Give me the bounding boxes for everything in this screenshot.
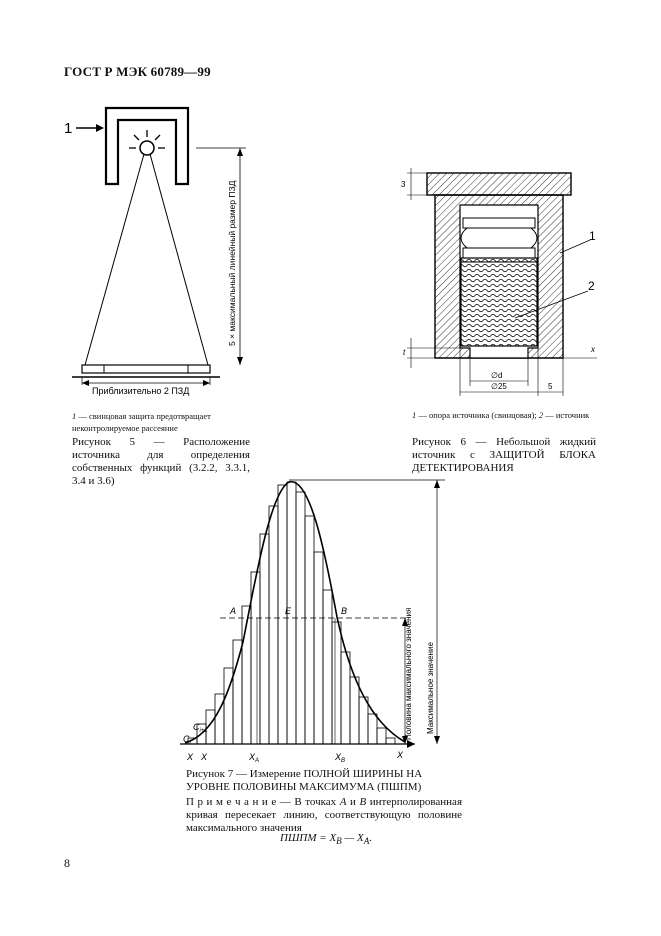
fig7-note-prefix: П р и м е ч а н и е — В точках bbox=[186, 796, 340, 808]
fig7-sub-B: B bbox=[341, 758, 346, 764]
fig7-note-B: B bbox=[359, 796, 367, 808]
fig6-dim-3: 3 bbox=[401, 180, 406, 189]
fig5-legend bbox=[72, 410, 248, 434]
fig6-legend-1-num: 1 bbox=[412, 410, 417, 420]
fig7-note bbox=[186, 796, 462, 835]
fig7-label-X: X bbox=[397, 750, 404, 760]
fig7-label-Ci: C bbox=[183, 734, 190, 744]
fig7-note-rest: интерполированная кривая пересекает линию, соответствующую половине максимального значения bbox=[186, 796, 462, 834]
fig7-formula-b: B bbox=[336, 836, 342, 847]
fig7-max-label: Максимальное значение bbox=[426, 642, 435, 734]
fig5-caption: Рисунок 5 — Расположение источника для определения собственных функций (3.2.2, 3.3.1, 3.4 и 3.6) bbox=[72, 436, 250, 487]
fig7-note-A: A bbox=[339, 796, 347, 808]
fig5-vertical-label: 5 × максимальный линейный размер ПЗД bbox=[227, 180, 237, 346]
fig7-sub-i1: i+1 bbox=[199, 728, 208, 734]
page-header: ГОСТ Р МЭК 60789—99 bbox=[64, 64, 211, 79]
fig7-formula bbox=[280, 832, 372, 848]
fig5-legend-num: 1 bbox=[72, 411, 77, 421]
fig7-label-Xi1: X bbox=[201, 752, 208, 762]
fig7-sub-A: A bbox=[255, 758, 260, 764]
fig7-label-Ci1: C bbox=[193, 722, 200, 732]
fig7-label-E: E bbox=[285, 606, 292, 616]
fig6-dim-x: x bbox=[591, 345, 595, 354]
svg-text:XB bbox=[334, 752, 345, 764]
fig6-dim-25: ∅25 bbox=[491, 382, 507, 391]
figure-6-drawing bbox=[395, 168, 605, 398]
fig7-label-XA: X bbox=[249, 752, 256, 762]
fig7-label-B: B bbox=[341, 606, 348, 616]
fig7-label-A: A bbox=[230, 606, 237, 616]
fig6-dim-d: ∅d bbox=[491, 371, 503, 380]
fig7-label-Xi: X bbox=[187, 752, 194, 762]
fig5-bottom-dimension bbox=[80, 380, 220, 400]
fig7-formula-a: A bbox=[363, 836, 370, 847]
fig7-label-XB: X bbox=[335, 752, 342, 762]
page-number: 8 bbox=[64, 856, 70, 870]
fig5-bottom-label: Приблизительно 2 ПЗД bbox=[92, 386, 190, 396]
fig6-caption: Рисунок 6 — Небольшой жидкий источник с ЗАЩИТОЙ БЛОКА ДЕТЕКТИРОВАНИЯ bbox=[412, 436, 596, 474]
fig5-legend-text: — свинцовая защита предотвращает неконтролируемое рассеяние bbox=[72, 411, 211, 433]
fig5-callout-1: 1 bbox=[64, 120, 73, 137]
fig7-formula-minus: — X bbox=[341, 832, 364, 844]
fig6-legend-2-num: 2 bbox=[538, 410, 544, 420]
svg-text:XA bbox=[248, 752, 259, 764]
fig6-legend bbox=[412, 409, 596, 421]
fig7-note-and: и bbox=[346, 796, 360, 808]
fig6-callout-1: 1 bbox=[589, 229, 596, 243]
sun-icon bbox=[129, 130, 165, 155]
fig7-half-max-label: Половина максимального значения bbox=[404, 607, 413, 740]
fig6-legend-1-text: — опора источника (свинцовая); bbox=[416, 410, 539, 420]
figure-7-drawing bbox=[175, 472, 465, 767]
fig6-legend-2-text: — источник bbox=[543, 410, 590, 420]
fig7-caption: Рисунок 7 — Измерение ПОЛНОЙ ШИРИНЫ НА УРОВНЕ ПОЛОВИНЫ МАКСИМУМА (ПШПМ) bbox=[186, 768, 423, 793]
fig7-formula-end: . bbox=[369, 832, 373, 844]
fig7-formula-main: ПШПМ = X bbox=[280, 832, 337, 844]
figure-5-drawing bbox=[60, 100, 260, 385]
fig7-sub-i: i bbox=[189, 740, 191, 746]
fig6-dim-5: 5 bbox=[548, 382, 553, 391]
fig6-callout-2: 2 bbox=[588, 279, 595, 293]
fig6-dim-t: t bbox=[403, 348, 406, 357]
